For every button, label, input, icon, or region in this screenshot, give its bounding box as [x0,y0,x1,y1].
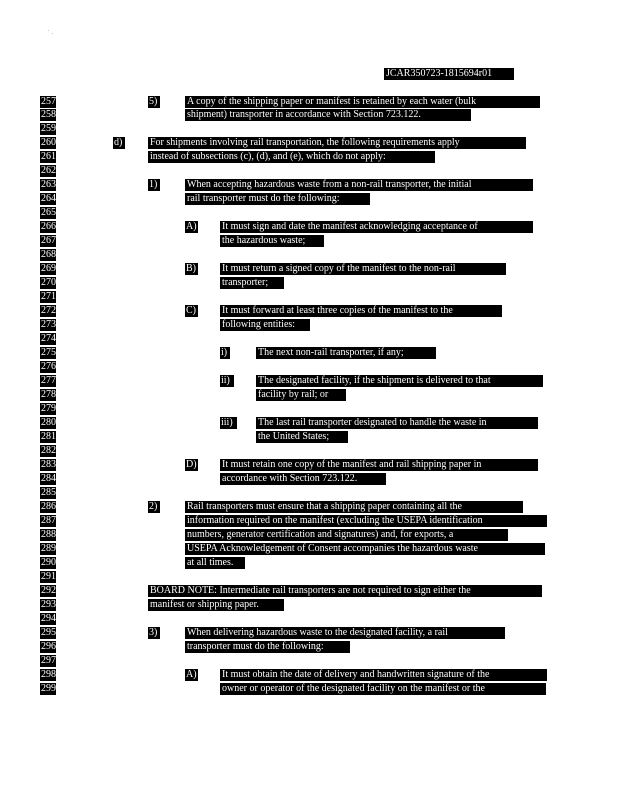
line-number: 263 [41,179,56,190]
line-number: 292 [41,585,56,596]
paragraph-label: A) [186,221,197,232]
text-line: numbers, generator certification and signatures) and, for exports, a [185,529,508,541]
paragraph-label: 1) [148,179,160,191]
line-number: 284 [41,473,56,484]
text-line: USEPA Acknowledgement of Consent accompanies the hazardous waste [185,543,545,555]
line-number: 276 [41,361,56,372]
text-line: information required on the manifest (excluding the USEPA identification [185,515,547,527]
line-number: 277 [41,375,56,386]
text-line: Rail transporters must ensure that a shipping paper containing all the [185,501,523,513]
line-number: 271 [41,291,56,302]
line-number: 265 [41,207,56,218]
line-number: 280 [41,417,56,428]
paragraph-label: A) [186,669,197,680]
line-number: 257 [41,96,56,107]
line-number: 281 [41,431,56,442]
paragraph-label: ii) [220,375,234,387]
line-number: 258 [41,109,56,120]
text-line: For shipments involving rail transportation, the following requirements apply [148,137,526,149]
paragraph-label: C) [186,305,196,316]
text-line: When accepting hazardous waste from a non-rail transporter, the initial [185,179,533,191]
line-number: 282 [41,445,56,456]
line-number: 278 [41,389,56,400]
line-number: 299 [41,683,56,694]
text-line: When delivering hazardous waste to the designated facility, a rail [185,627,505,639]
text-line: The designated facility, if the shipment is delivered to that [256,375,543,387]
line-number: 297 [41,655,56,666]
text-line: shipment) transporter in accordance with Section 723.122. [185,109,471,121]
text-line: owner or operator of the designated facility on the manifest or the [220,683,546,695]
paragraph-label: i) [220,347,230,359]
line-number: 266 [41,221,56,232]
line-number: 295 [41,627,56,638]
paragraph-label: B) [186,263,196,274]
text-line: facility by rail; or [256,389,346,401]
paragraph-label: d) [113,137,125,149]
line-number: 287 [41,515,56,526]
text-line: It must forward at least three copies of the manifest to the [220,305,502,317]
line-number: 262 [41,165,56,176]
line-number: 269 [41,263,56,274]
paragraph-label: 3) [148,627,160,639]
page-identifier: JCAR350723-1815694r01 [384,68,514,80]
line-number: 286 [41,501,56,512]
line-number: 288 [41,529,56,540]
text-line: It must retain one copy of the manifest and rail shipping paper in [220,459,538,471]
paragraph-label: 5) [148,96,160,108]
paragraph-label: 2) [148,501,160,513]
line-number: 289 [41,543,56,554]
line-number: 268 [41,249,56,260]
line-number: 261 [41,151,56,162]
text-line: transporter; [220,277,284,289]
line-number: 270 [41,277,56,288]
text-line: at all times. [185,557,245,569]
text-line: It must sign and date the manifest acknowledging acceptance of [220,221,533,233]
text-line: the United States; [256,431,348,443]
text-line: transporter must do the following: [185,641,350,653]
line-number: 279 [41,403,56,414]
line-number: 294 [41,613,56,624]
line-number: 298 [41,669,56,680]
text-line: instead of subsections (c), (d), and (e), which do not apply: [148,151,435,163]
line-number: 273 [41,319,56,330]
text-line: accordance with Section 723.122. [220,473,386,485]
text-line: The last rail transporter designated to handle the waste in [256,417,538,429]
line-number: 274 [41,333,56,344]
line-number: 291 [41,571,56,582]
paragraph-label: iii) [220,417,237,429]
line-number: 264 [41,193,56,204]
board-note-line: manifest or shipping paper. [148,599,284,611]
board-note-line: BOARD NOTE: Intermediate rail transporters are not required to sign either the [148,585,542,597]
line-number: 290 [41,557,56,568]
line-number: 296 [41,641,56,652]
text-line: It must obtain the date of delivery and handwritten signature of the [220,669,547,681]
scan-speck [52,33,53,34]
text-line: It must return a signed copy of the manifest to the non-rail [220,263,506,275]
line-number: 267 [41,235,56,246]
text-line: A copy of the shipping paper or manifest is retained by each water (bulk [185,96,540,108]
text-line: The next non-rail transporter, if any; [256,347,436,359]
scan-speck [48,30,49,31]
line-number: 285 [41,487,56,498]
text-line: rail transporter must do the following: [185,193,370,205]
line-number: 283 [41,459,56,470]
line-number: 293 [41,599,56,610]
line-number: 259 [41,123,56,134]
text-line: the hazardous waste; [220,235,324,247]
line-number: 275 [41,347,56,358]
line-number: 260 [41,137,56,148]
text-line: following entities: [220,319,310,331]
line-number: 272 [41,305,56,316]
paragraph-label: D) [186,459,197,470]
